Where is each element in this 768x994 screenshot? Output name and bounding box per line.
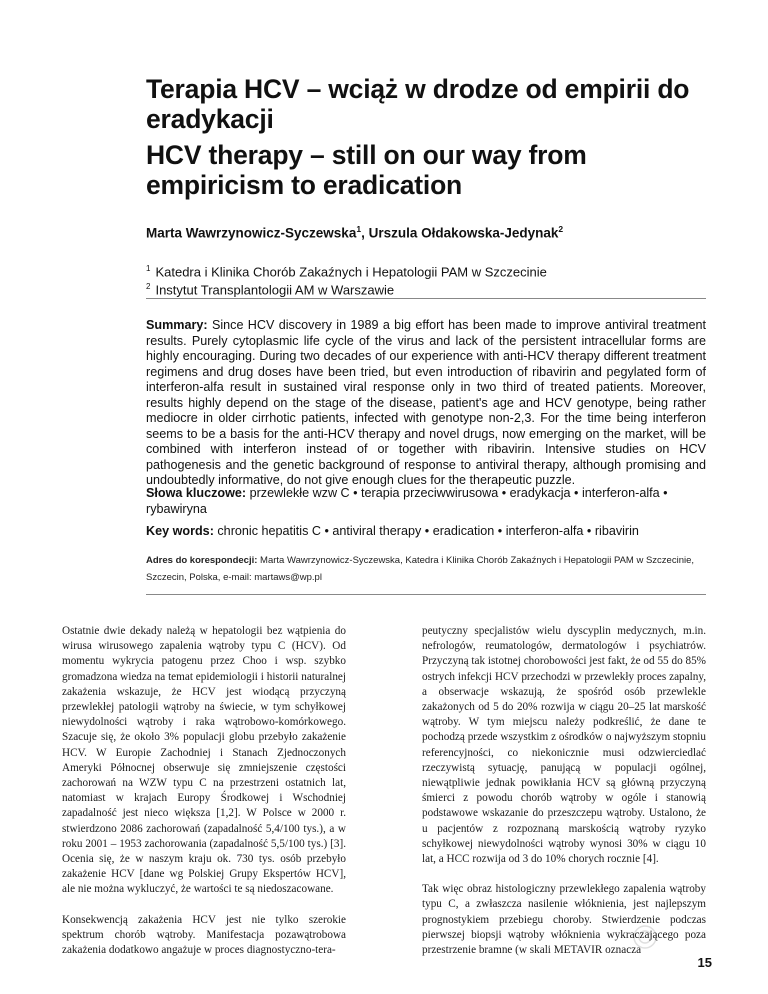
summary-label: Summary: [146, 318, 208, 332]
authors-line [146, 224, 706, 241]
divider-bottom [146, 594, 706, 595]
keywords-english-label: Key words: [146, 524, 214, 538]
body-paragraph: Ostatnie dwie dekady należą w hepatologii bez wątpienia do wirusa wirusowego zapalenia wątroby typu C (HCV). Od momentu wykrycia patogenu przez Choo i wsp. szybko gromadzona wiedza na temat epidemiologii i historii naturalnej zakażenia wskazuje, że HCV jest wiodącą przyczyną przewlekłej patologii wątroby na świecie, w tym schyłkowej niewydolności wątroby i raka wątrobowo-komórkowego. Szacuje się, że około 3% populacji globu przebyło zakażenie HCV. W Europie Zachodniej i Stanach Zjednoczonych Ameryki Północnej obserwuje się zmniejszenie częstości zachorowań na WZW typu C na przestrzeni ostatnich lat, natomiast w krajach Europy Środkowej i Wschodniej zapadalność jest nieco większa [1,2]. W Polsce w 2000 r. stwierdzono 2086 zachorowań (zapadalność 5,4/100 tys.), a w roku 2001 – 1953 zachorowania (zapadalność 5,5/100 tys.) [3]. Ocenia się, że w naszym kraju ok. 730 tys. osób przebyło zakażenie HCV [dane wg Polskiej Grupy Ekspertów HCV], ale nie można wykluczyć, że wartości te są niedoszacowane. [62, 625, 346, 896]
author-name: Urszula Ołdakowska-Jedynak [368, 225, 559, 241]
affiliation-text: Katedra i Klinika Chorób Zakaźnych i Hepatologii PAM w Szczecinie [155, 264, 547, 280]
author-affil-mark: 2 [558, 224, 564, 234]
affiliation-number: 2 [146, 281, 151, 291]
keywords-polish-label: Słowa kluczowe: [146, 486, 247, 500]
author-affil-mark: 1 [356, 224, 362, 234]
affiliation-number: 1 [146, 264, 151, 273]
author-name: Marta Wawrzynowicz-Syczewska [146, 225, 357, 241]
keywords-english-text: chronic hepatitis C • antiviral therapy • eradication • interferon-alfa • ribavirin [213, 524, 639, 538]
correspondence-address [146, 552, 706, 586]
body-paragraph: peutyczny specjalistów wielu dyscyplin medycznych, m.in. nefrologów, reumatologów, dermatologów i psychiatrów. Przyczyną tak istotnej chorobowości jest fakt, że od 55 do 85% ostrych infekcji HCV przechodzi w przewlekły proces zapalny, a obserwacje wskazują, że spośród osób przewlekle zakażonych od 5 do 20% rozwija w ciągu 20–25 lat marskość wątroby. W tym miejscu należy podkreślić, że dane te pochodzą przede wszystkim z ośrodków o najwyższym stopniu referencyjności, co niekonicznie musi odzwierciedlać rzeczywistą sytuację, panującą w populacji ogólnej, niewątpliwie jednak powikłania HCV są główną przyczyną śmierci z powodu chorób wątroby w ogóle i stanowią podstawowe wskazanie do przeszczepu wątroby. Ustalono, że u pacjentów z rozpoznaną marskością wątroby ryzyko schyłkowej niewydolności wątroby wynosi 30% w ciągu 10 lat, a HCC rozwija od 3 do 10% chorych rocznie [4]. [422, 625, 706, 866]
title-english: HCV therapy – still on our way from empiricism to eradication [146, 140, 587, 200]
body-column-right [422, 624, 706, 973]
author-separator: , [361, 225, 369, 241]
title-polish: Terapia HCV – wciąż w drodze od empirii do eradykacji [146, 74, 690, 134]
affiliation [146, 280, 706, 298]
divider-top [146, 298, 706, 299]
keywords-english [146, 524, 706, 540]
correspondence-text: Marta Wawrzynowicz-Syczewska, Katedra i Klinika Chorób Zakaźnych i Hepatologii PAM w Szczecinie, Szczecin, Polska, e-mail: martaws@wp.pl [146, 555, 695, 583]
keywords-polish [146, 486, 706, 517]
body-paragraph: Tak więc obraz histologiczny przewlekłego zapalenia wątroby typu C, a zwłaszcza nasilenie włóknienia, jest najlepszym prognostykiem przebiegu choroby. Stwierdzenie podczas pierwszej biopsji wątroby włóknienia wykraczającego poza przestrzenie bramne (w skali METAVIR oznacza [422, 883, 706, 957]
body-paragraph: Konsekwencją zakażenia HCV jest nie tylko szerokie spektrum chorób wątroby. Manifestacja pozawątrobowa zakażenia dodatkowo angażuje w proces diagnostyczno-tera- [62, 913, 346, 957]
affiliation-text: Instytut Transplantologii AM w Warszawie [155, 282, 395, 298]
summary-text: Since HCV discovery in 1989 a big effort has been made to improve antiviral treatment results. Purely cytoplasmic life cycle of the virus and lack of the persistent intracellular forms are highly encouraging. During two decades of our experience with anti-HCV therapy different treatment regimens and drug doses have been tried, but even introduction of ribavirin and pegylated form of interferon-alfa result in sustained viral response only in two third of treated patients. Moreover, results highly depend on the stage of the disease, patient's age and HCV genotype, being rather mediocre in older cirrhotic patients, infected with genotype non-2,3. For the time being interferon seems to be a basis for the anti-HCV therapy and novel drugs, now emerging on the market, will be combined with interferon instead of or together with ribavirin. Intensive studies on HCV pathogenesis and the genetic background of response to antiviral therapy, although promising and undoubtedly informative, do not give enough clues for the therapeutic puzzle. [146, 318, 706, 487]
affiliations [146, 262, 706, 298]
summary-block [146, 318, 706, 489]
correspondence-label: Adres do korespondecji: [146, 555, 258, 566]
body-column-left [62, 624, 346, 973]
keywords-polish-text: przewlekłe wzw C • terapia przeciwwirusowa • eradykacja • interferon-alfa • rybawiryna [146, 486, 668, 516]
page-number: 15 [697, 955, 712, 970]
affiliation [146, 262, 706, 280]
watermark-logo-icon [632, 924, 658, 950]
